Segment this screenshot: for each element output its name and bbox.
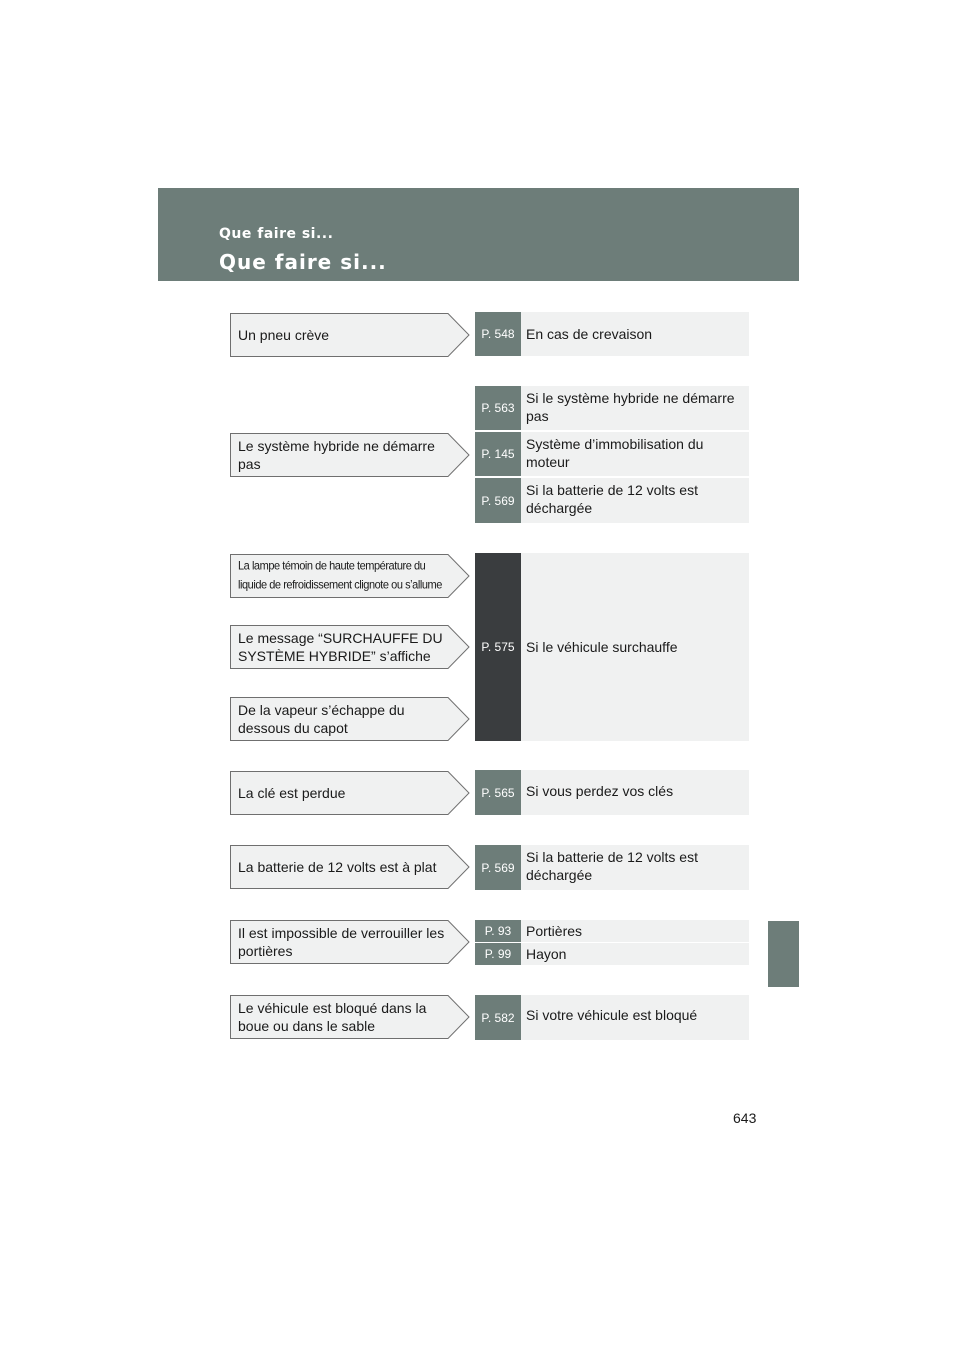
condition-label: La lampe témoin de haute température du liquide de refroidissement clignote ou s’allume	[238, 559, 442, 592]
section-label: Que faire si...	[219, 226, 334, 242]
section-header	[158, 188, 799, 281]
ref-title: Système d’immobilisation du moteur	[521, 432, 749, 476]
ref-title: Si la batterie de 12 volts est déchargée	[521, 478, 749, 523]
page-ref-link[interactable]: P. 582	[475, 995, 521, 1040]
condition-hybrid-no-start	[230, 433, 470, 477]
condition-label: Le message “SURCHAUFFE DU SYSTÈME HYBRIDE” s’affiche	[238, 630, 443, 664]
condition-label: Il est impossible de verrouiller les portières	[238, 925, 445, 959]
page-ref-link[interactable]: P. 548	[475, 312, 521, 356]
ref-title: Si vous perdez vos clés	[521, 770, 749, 815]
condition-flat-tire	[230, 313, 470, 357]
page-ref-link[interactable]: P. 565	[475, 770, 521, 815]
page-ref-link[interactable]: P. 99	[475, 943, 521, 965]
ref-title: Hayon	[521, 943, 749, 965]
condition-key-lost	[230, 771, 470, 815]
condition-label: De la vapeur s’échappe du dessous du capot	[238, 702, 405, 736]
condition-label: Le véhicule est bloqué dans la boue ou dans le sable	[238, 1000, 427, 1034]
page-ref-link[interactable]: P. 563	[475, 386, 521, 430]
condition-label: Le système hybride ne démarre pas	[238, 438, 435, 472]
condition-cannot-lock	[230, 920, 470, 964]
condition-coolant-warning	[230, 554, 470, 598]
condition-overheat-message	[230, 625, 470, 669]
page-ref-link[interactable]: P. 569	[475, 845, 521, 890]
condition-steam	[230, 697, 470, 741]
condition-label: La batterie de 12 volts est à plat	[238, 859, 437, 875]
page-number: 643	[733, 1110, 757, 1126]
ref-title: Si la batterie de 12 volts est déchargée	[521, 845, 749, 890]
ref-title: Portières	[521, 920, 749, 942]
ref-title: Si votre véhicule est bloqué	[521, 995, 749, 1040]
ref-title: Si le véhicule surchauffe	[521, 553, 749, 741]
page-ref-link[interactable]: P. 93	[475, 920, 521, 942]
page-ref-link[interactable]: P. 569	[475, 478, 521, 523]
chapter-tab	[768, 921, 799, 987]
ref-title: En cas de crevaison	[521, 312, 749, 356]
page-title: Que faire si...	[219, 250, 387, 274]
page-ref-link[interactable]: P. 145	[475, 432, 521, 476]
condition-stuck	[230, 995, 470, 1039]
condition-label: Un pneu crève	[238, 327, 330, 343]
page-ref-link[interactable]: P. 575	[475, 553, 521, 741]
condition-battery-flat	[230, 845, 470, 889]
condition-label: La clé est perdue	[238, 785, 346, 801]
ref-title: Si le système hybride ne démarre pas	[521, 386, 749, 430]
